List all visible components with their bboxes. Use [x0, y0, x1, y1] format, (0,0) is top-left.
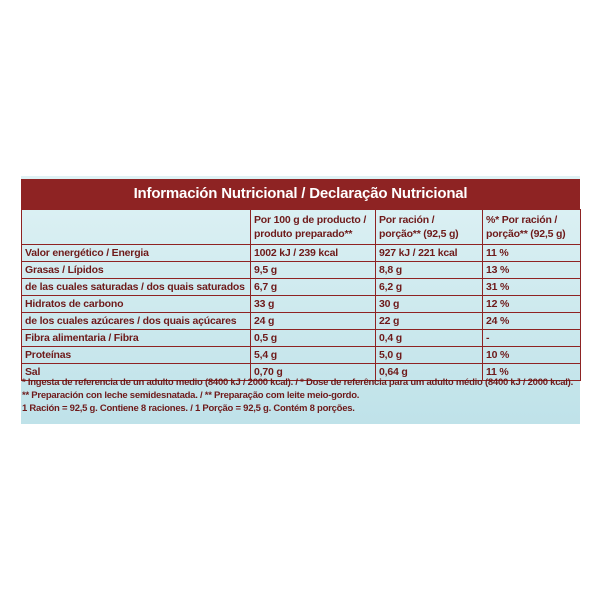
value-per-100g: 0,5 g [251, 330, 376, 347]
value-per-100g: 1002 kJ / 239 kcal [251, 245, 376, 262]
nutrition-table [21, 209, 581, 381]
nutrient-label: Grasas / Lípidos [22, 262, 251, 279]
value-percent-ri: 31 % [483, 279, 581, 296]
header-percent-ri-line1: %* Por ración / [486, 214, 558, 226]
header-per-100g-line1: Por 100 g de producto / [254, 214, 367, 226]
value-per-100g: 6,7 g [251, 279, 376, 296]
nutrition-label [21, 176, 580, 424]
header-per-serving-line2: porção** (92,5 g) [379, 228, 459, 240]
value-percent-ri: 13 % [483, 262, 581, 279]
value-percent-ri: 12 % [483, 296, 581, 313]
value-per-serving: 5,0 g [376, 347, 483, 364]
nutrition-title: Información Nutricional / Declaração Nutricional [21, 179, 580, 209]
nutrient-label: Fibra alimentaria / Fibra [22, 330, 251, 347]
value-per-serving: 0,64 g [376, 364, 483, 381]
nutrient-label: de las cuales saturadas / dos quais saturados [22, 279, 251, 296]
header-percent-ri-line2: porção** (92,5 g) [486, 228, 566, 240]
footnote-reference-intake: * Ingesta de referencia de un adulto medio (8400 kJ / 2000 kcal). / * Dose de referência para um adulto médio (8400 kJ / 2000 kcal). [22, 377, 573, 388]
table-row [22, 347, 581, 364]
table-row [22, 313, 581, 330]
value-per-100g: 9,5 g [251, 262, 376, 279]
value-percent-ri: 11 % [483, 364, 581, 381]
header-per-100g-line2: produto preparado** [254, 228, 353, 240]
header-per-100g [251, 210, 376, 245]
value-per-serving: 0,4 g [376, 330, 483, 347]
value-per-100g: 24 g [251, 313, 376, 330]
footnote-servings: 1 Ración = 92,5 g. Contiene 8 raciones. / 1 Porção = 92,5 g. Contém 8 porções. [22, 403, 355, 414]
value-percent-ri: 10 % [483, 347, 581, 364]
nutrient-label: Valor energético / Energia [22, 245, 251, 262]
table-row [22, 262, 581, 279]
value-per-serving: 8,8 g [376, 262, 483, 279]
table-row [22, 245, 581, 262]
nutrient-label: Proteínas [22, 347, 251, 364]
table-header-row [22, 210, 581, 245]
footnotes [22, 376, 578, 415]
value-per-serving: 30 g [376, 296, 483, 313]
header-percent-ri [483, 210, 581, 245]
header-per-serving [376, 210, 483, 245]
table-row [22, 279, 581, 296]
value-per-100g: 33 g [251, 296, 376, 313]
value-percent-ri: - [483, 330, 581, 347]
table-row [22, 330, 581, 347]
nutrient-label: de los cuales azúcares / dos quais açúcares [22, 313, 251, 330]
header-nutrient-cell [22, 210, 251, 245]
value-per-serving: 22 g [376, 313, 483, 330]
value-per-serving: 6,2 g [376, 279, 483, 296]
value-per-100g: 5,4 g [251, 347, 376, 364]
value-percent-ri: 24 % [483, 313, 581, 330]
nutrient-label: Sal [22, 364, 251, 381]
value-per-serving: 927 kJ / 221 kcal [376, 245, 483, 262]
value-per-100g: 0,70 g [251, 364, 376, 381]
nutrient-label: Hidratos de carbono [22, 296, 251, 313]
table-row [22, 296, 581, 313]
footnote-preparation: ** Preparación con leche semidesnatada. / ** Preparação com leite meio-gordo. [22, 390, 360, 401]
header-per-serving-line1: Por ración / [379, 214, 435, 226]
value-percent-ri: 11 % [483, 245, 581, 262]
